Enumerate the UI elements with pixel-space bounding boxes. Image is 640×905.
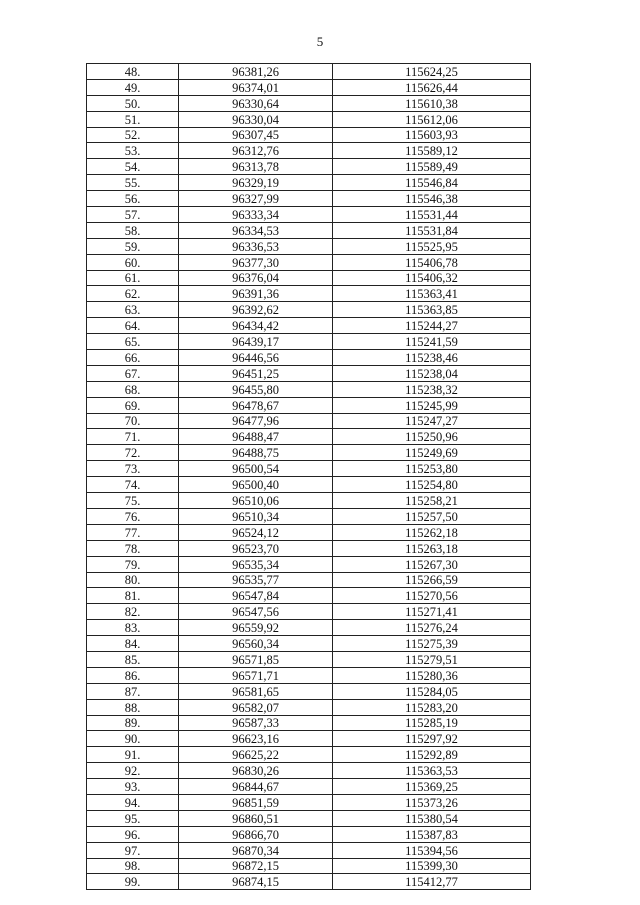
y-coordinate-cell: 115412,77 (333, 874, 531, 890)
coordinates-table-body (87, 64, 531, 890)
y-coordinate-cell: 115589,49 (333, 159, 531, 175)
x-coordinate-cell: 96336,53 (179, 238, 333, 254)
table-row (87, 683, 531, 699)
table-row (87, 381, 531, 397)
table-row (87, 334, 531, 350)
point-number-cell: 72. (87, 445, 179, 461)
point-number-cell: 95. (87, 810, 179, 826)
x-coordinate-cell: 96559,92 (179, 620, 333, 636)
x-coordinate-cell: 96870,34 (179, 842, 333, 858)
table-row (87, 540, 531, 556)
x-coordinate-cell: 96830,26 (179, 763, 333, 779)
point-number-cell: 87. (87, 683, 179, 699)
table-row (87, 604, 531, 620)
x-coordinate-cell: 96500,40 (179, 477, 333, 493)
point-number-cell: 73. (87, 461, 179, 477)
x-coordinate-cell: 96330,04 (179, 111, 333, 127)
y-coordinate-cell: 115363,85 (333, 302, 531, 318)
y-coordinate-cell: 115245,99 (333, 397, 531, 413)
x-coordinate-cell: 96625,22 (179, 747, 333, 763)
y-coordinate-cell: 115380,54 (333, 810, 531, 826)
point-number-cell: 83. (87, 620, 179, 636)
x-coordinate-cell: 96392,62 (179, 302, 333, 318)
page-number: 5 (316, 34, 324, 49)
x-coordinate-cell: 96535,77 (179, 572, 333, 588)
y-coordinate-cell: 115387,83 (333, 826, 531, 842)
point-number-cell: 92. (87, 763, 179, 779)
table-row (87, 191, 531, 207)
x-coordinate-cell: 96381,26 (179, 64, 333, 80)
y-coordinate-cell: 115292,89 (333, 747, 531, 763)
table-row (87, 651, 531, 667)
table-row (87, 826, 531, 842)
x-coordinate-cell: 96439,17 (179, 334, 333, 350)
x-coordinate-cell: 96500,54 (179, 461, 333, 477)
y-coordinate-cell: 115258,21 (333, 493, 531, 509)
point-number-cell: 76. (87, 508, 179, 524)
y-coordinate-cell: 115250,96 (333, 429, 531, 445)
y-coordinate-cell: 115394,56 (333, 842, 531, 858)
y-coordinate-cell: 115531,84 (333, 222, 531, 238)
x-coordinate-cell: 96510,34 (179, 508, 333, 524)
y-coordinate-cell: 115238,32 (333, 381, 531, 397)
point-number-cell: 58. (87, 222, 179, 238)
point-number-cell: 86. (87, 667, 179, 683)
y-coordinate-cell: 115626,44 (333, 79, 531, 95)
y-coordinate-cell: 115406,78 (333, 254, 531, 270)
table-row (87, 413, 531, 429)
x-coordinate-cell: 96307,45 (179, 127, 333, 143)
x-coordinate-cell: 96844,67 (179, 779, 333, 795)
point-number-cell: 69. (87, 397, 179, 413)
y-coordinate-cell: 115297,92 (333, 731, 531, 747)
y-coordinate-cell: 115254,80 (333, 477, 531, 493)
point-number-cell: 65. (87, 334, 179, 350)
y-coordinate-cell: 115610,38 (333, 95, 531, 111)
x-coordinate-cell: 96329,19 (179, 175, 333, 191)
table-row (87, 477, 531, 493)
x-coordinate-cell: 96851,59 (179, 794, 333, 810)
x-coordinate-cell: 96623,16 (179, 731, 333, 747)
table-row (87, 667, 531, 683)
coordinates-table (86, 63, 531, 890)
point-number-cell: 66. (87, 350, 179, 366)
x-coordinate-cell: 96488,47 (179, 429, 333, 445)
y-coordinate-cell: 115624,25 (333, 64, 531, 80)
point-number-cell: 51. (87, 111, 179, 127)
table-row (87, 95, 531, 111)
y-coordinate-cell: 115525,95 (333, 238, 531, 254)
x-coordinate-cell: 96510,06 (179, 493, 333, 509)
table-row (87, 238, 531, 254)
table-row (87, 747, 531, 763)
table-row (87, 175, 531, 191)
y-coordinate-cell: 115531,44 (333, 207, 531, 223)
table-row (87, 127, 531, 143)
point-number-cell: 82. (87, 604, 179, 620)
point-number-cell: 71. (87, 429, 179, 445)
point-number-cell: 63. (87, 302, 179, 318)
table-row (87, 715, 531, 731)
table-row (87, 143, 531, 159)
table-row (87, 365, 531, 381)
point-number-cell: 52. (87, 127, 179, 143)
table-row (87, 858, 531, 874)
table-row (87, 270, 531, 286)
table-row (87, 699, 531, 715)
table-row (87, 810, 531, 826)
x-coordinate-cell: 96874,15 (179, 874, 333, 890)
x-coordinate-cell: 96860,51 (179, 810, 333, 826)
table-row (87, 64, 531, 80)
y-coordinate-cell: 115285,19 (333, 715, 531, 731)
y-coordinate-cell: 115241,59 (333, 334, 531, 350)
point-number-cell: 64. (87, 318, 179, 334)
table-row (87, 111, 531, 127)
y-coordinate-cell: 115406,32 (333, 270, 531, 286)
point-number-cell: 79. (87, 556, 179, 572)
x-coordinate-cell: 96330,64 (179, 95, 333, 111)
y-coordinate-cell: 115270,56 (333, 588, 531, 604)
table-row (87, 429, 531, 445)
table-row (87, 79, 531, 95)
table-row (87, 350, 531, 366)
point-number-cell: 59. (87, 238, 179, 254)
y-coordinate-cell: 115363,41 (333, 286, 531, 302)
x-coordinate-cell: 96571,85 (179, 651, 333, 667)
point-number-cell: 80. (87, 572, 179, 588)
point-number-cell: 81. (87, 588, 179, 604)
y-coordinate-cell: 115271,41 (333, 604, 531, 620)
x-coordinate-cell: 96571,71 (179, 667, 333, 683)
x-coordinate-cell: 96535,34 (179, 556, 333, 572)
table-row (87, 445, 531, 461)
table-row (87, 556, 531, 572)
x-coordinate-cell: 96547,84 (179, 588, 333, 604)
y-coordinate-cell: 115244,27 (333, 318, 531, 334)
point-number-cell: 67. (87, 365, 179, 381)
point-number-cell: 84. (87, 636, 179, 652)
y-coordinate-cell: 115276,24 (333, 620, 531, 636)
y-coordinate-cell: 115612,06 (333, 111, 531, 127)
point-number-cell: 74. (87, 477, 179, 493)
point-number-cell: 68. (87, 381, 179, 397)
y-coordinate-cell: 115266,59 (333, 572, 531, 588)
point-number-cell: 70. (87, 413, 179, 429)
x-coordinate-cell: 96478,67 (179, 397, 333, 413)
x-coordinate-cell: 96376,04 (179, 270, 333, 286)
x-coordinate-cell: 96581,65 (179, 683, 333, 699)
table-row (87, 461, 531, 477)
point-number-cell: 61. (87, 270, 179, 286)
y-coordinate-cell: 115373,26 (333, 794, 531, 810)
point-number-cell: 60. (87, 254, 179, 270)
point-number-cell: 96. (87, 826, 179, 842)
y-coordinate-cell: 115546,38 (333, 191, 531, 207)
x-coordinate-cell: 96434,42 (179, 318, 333, 334)
y-coordinate-cell: 115279,51 (333, 651, 531, 667)
y-coordinate-cell: 115253,80 (333, 461, 531, 477)
point-number-cell: 50. (87, 95, 179, 111)
table-row (87, 159, 531, 175)
x-coordinate-cell: 96582,07 (179, 699, 333, 715)
table-row (87, 874, 531, 890)
table-row (87, 636, 531, 652)
table-row (87, 763, 531, 779)
table-row (87, 318, 531, 334)
y-coordinate-cell: 115267,30 (333, 556, 531, 572)
x-coordinate-cell: 96313,78 (179, 159, 333, 175)
x-coordinate-cell: 96547,56 (179, 604, 333, 620)
x-coordinate-cell: 96391,36 (179, 286, 333, 302)
table-row (87, 572, 531, 588)
y-coordinate-cell: 115262,18 (333, 524, 531, 540)
point-number-cell: 98. (87, 858, 179, 874)
point-number-cell: 54. (87, 159, 179, 175)
point-number-cell: 56. (87, 191, 179, 207)
point-number-cell: 53. (87, 143, 179, 159)
y-coordinate-cell: 115280,36 (333, 667, 531, 683)
y-coordinate-cell: 115603,93 (333, 127, 531, 143)
x-coordinate-cell: 96312,76 (179, 143, 333, 159)
table-row (87, 588, 531, 604)
x-coordinate-cell: 96587,33 (179, 715, 333, 731)
table-row (87, 254, 531, 270)
x-coordinate-cell: 96333,34 (179, 207, 333, 223)
x-coordinate-cell: 96455,80 (179, 381, 333, 397)
table-row (87, 286, 531, 302)
table-row (87, 779, 531, 795)
point-number-cell: 99. (87, 874, 179, 890)
table-row (87, 794, 531, 810)
y-coordinate-cell: 115257,50 (333, 508, 531, 524)
point-number-cell: 93. (87, 779, 179, 795)
y-coordinate-cell: 115247,27 (333, 413, 531, 429)
point-number-cell: 78. (87, 540, 179, 556)
table-row (87, 397, 531, 413)
x-coordinate-cell: 96374,01 (179, 79, 333, 95)
x-coordinate-cell: 96866,70 (179, 826, 333, 842)
y-coordinate-cell: 115284,05 (333, 683, 531, 699)
point-number-cell: 89. (87, 715, 179, 731)
table-row (87, 842, 531, 858)
y-coordinate-cell: 115238,46 (333, 350, 531, 366)
y-coordinate-cell: 115546,84 (333, 175, 531, 191)
x-coordinate-cell: 96377,30 (179, 254, 333, 270)
y-coordinate-cell: 115263,18 (333, 540, 531, 556)
y-coordinate-cell: 115399,30 (333, 858, 531, 874)
table-row (87, 222, 531, 238)
table-row (87, 302, 531, 318)
point-number-cell: 97. (87, 842, 179, 858)
y-coordinate-cell: 115249,69 (333, 445, 531, 461)
y-coordinate-cell: 115283,20 (333, 699, 531, 715)
table-row (87, 207, 531, 223)
table-row (87, 731, 531, 747)
point-number-cell: 90. (87, 731, 179, 747)
table-row (87, 493, 531, 509)
table-row (87, 620, 531, 636)
x-coordinate-cell: 96446,56 (179, 350, 333, 366)
y-coordinate-cell: 115363,53 (333, 763, 531, 779)
point-number-cell: 85. (87, 651, 179, 667)
x-coordinate-cell: 96523,70 (179, 540, 333, 556)
point-number-cell: 88. (87, 699, 179, 715)
point-number-cell: 55. (87, 175, 179, 191)
point-number-cell: 75. (87, 493, 179, 509)
x-coordinate-cell: 96477,96 (179, 413, 333, 429)
x-coordinate-cell: 96327,99 (179, 191, 333, 207)
point-number-cell: 91. (87, 747, 179, 763)
y-coordinate-cell: 115369,25 (333, 779, 531, 795)
point-number-cell: 77. (87, 524, 179, 540)
x-coordinate-cell: 96872,15 (179, 858, 333, 874)
point-number-cell: 49. (87, 79, 179, 95)
table-row (87, 524, 531, 540)
point-number-cell: 48. (87, 64, 179, 80)
y-coordinate-cell: 115238,04 (333, 365, 531, 381)
x-coordinate-cell: 96524,12 (179, 524, 333, 540)
y-coordinate-cell: 115589,12 (333, 143, 531, 159)
table-row (87, 508, 531, 524)
point-number-cell: 94. (87, 794, 179, 810)
x-coordinate-cell: 96334,53 (179, 222, 333, 238)
x-coordinate-cell: 96560,34 (179, 636, 333, 652)
x-coordinate-cell: 96451,25 (179, 365, 333, 381)
point-number-cell: 62. (87, 286, 179, 302)
x-coordinate-cell: 96488,75 (179, 445, 333, 461)
y-coordinate-cell: 115275,39 (333, 636, 531, 652)
point-number-cell: 57. (87, 207, 179, 223)
